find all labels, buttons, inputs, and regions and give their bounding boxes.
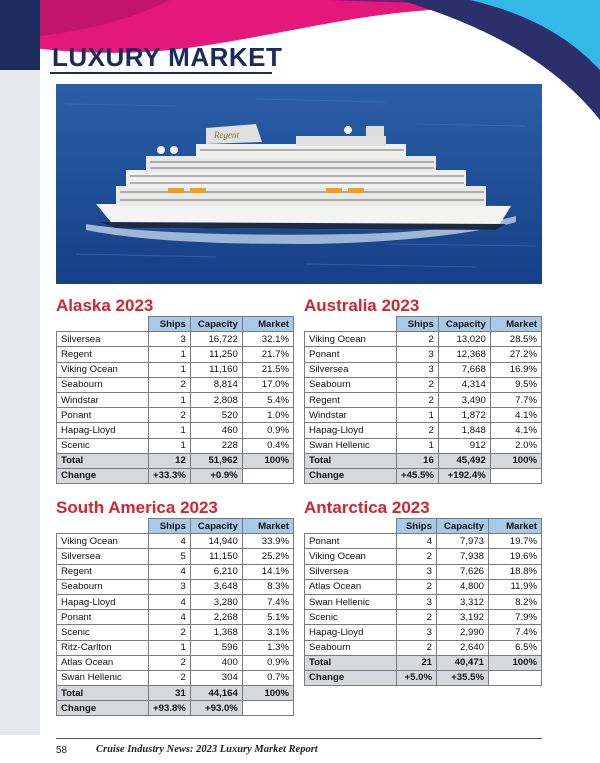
table-row: Swan Hellenic 3 3,312 8.2% xyxy=(305,594,542,609)
col-market-header: Market xyxy=(489,519,542,534)
col-ships-header: Ships xyxy=(149,519,191,534)
col-ships-header: Ships xyxy=(397,519,437,534)
table-row: Silversea 3 7,626 18.8% xyxy=(305,564,542,579)
cruise-ship-photo xyxy=(56,84,542,284)
table-row: Ponant 2 520 1.0% xyxy=(57,408,294,423)
change-row: Change +33.3% +0.9% xyxy=(57,468,294,483)
table-row: Hapag-Lloyd 2 1,848 4.1% xyxy=(305,423,542,438)
col-ships-header: Ships xyxy=(149,317,191,332)
table-row: Scenic 2 1,368 3.1% xyxy=(57,625,294,640)
title-underline xyxy=(50,72,272,74)
change-row: Change +93.8% +93.0% xyxy=(57,701,294,716)
table-row: Viking Ocean 1 11,160 21.5% xyxy=(57,362,294,377)
table-row: Viking Ocean 4 14,940 33.9% xyxy=(57,534,294,549)
table-row: Seabourn 2 2,640 6.5% xyxy=(305,640,542,655)
change-row: Change +5.0% +35.5% xyxy=(305,670,542,685)
table-row: Regent 2 3,490 7.7% xyxy=(305,392,542,407)
table-row: Ponant 4 7,973 19.7% xyxy=(305,534,542,549)
table-row: Ritz-Carlton 1 596 1.3% xyxy=(57,640,294,655)
antarctica-title: Antarctica 2023 xyxy=(304,498,430,517)
table-row: Viking Ocean 2 13,020 28.5% xyxy=(305,332,542,347)
col-market-header: Market xyxy=(242,317,293,332)
left-margin-band xyxy=(0,70,40,735)
table-row: Atlas Ocean 2 400 0.9% xyxy=(57,655,294,670)
table-row: Windstar 1 2,808 5.4% xyxy=(57,392,294,407)
total-row: Total 21 40,471 100% xyxy=(305,655,542,670)
table-row: Silversea 3 16,722 32.1% xyxy=(57,332,294,347)
table-row: Seabourn 2 4,314 9.5% xyxy=(305,377,542,392)
table-row: Seabourn 2 8,814 17.0% xyxy=(57,377,294,392)
table-row: Hapag-Lloyd 1 460 0.9% xyxy=(57,423,294,438)
table-row: Scenic 1 228 0.4% xyxy=(57,438,294,453)
col-market-header: Market xyxy=(242,519,293,534)
page-number: 58 xyxy=(56,745,68,756)
table-row: Ponant 4 2,268 5.1% xyxy=(57,610,294,625)
table-row: Scenic 2 3,192 7.9% xyxy=(305,610,542,625)
total-row: Total 12 51,962 100% xyxy=(57,453,294,468)
table-row: Seabourn 3 3,648 8.3% xyxy=(57,579,294,594)
table-row: Hapag-Lloyd 3 2,990 7.4% xyxy=(305,625,542,640)
australia-table xyxy=(304,316,542,484)
table-row: Regent 1 11,250 21.7% xyxy=(57,347,294,362)
table-row: Windstar 1 1,872 4.1% xyxy=(305,408,542,423)
col-capacity-header: Capacity xyxy=(190,317,242,332)
table-row: Swan Hellenic 1 912 2.0% xyxy=(305,438,542,453)
col-capacity-header: Capacity xyxy=(438,317,490,332)
table-row: Regent 4 6,210 14.1% xyxy=(57,564,294,579)
publication-title: Cruise Industry News: 2023 Luxury Market Report xyxy=(96,744,318,755)
ship-name-text: Regent xyxy=(214,130,239,140)
total-row: Total 16 45,492 100% xyxy=(305,453,542,468)
total-row: Total 31 44,164 100% xyxy=(57,686,294,701)
table-row: Atlas Ocean 2 4,800 11.9% xyxy=(305,579,542,594)
australia-title: Australia 2023 xyxy=(304,296,420,315)
col-capacity-header: Capacity xyxy=(190,519,242,534)
footer-rule xyxy=(56,738,542,739)
south-america-table xyxy=(56,518,294,716)
col-market-header: Market xyxy=(490,317,541,332)
alaska-table xyxy=(56,316,294,484)
change-row: Change +45.5% +192.4% xyxy=(305,468,542,483)
table-row: Swan Hellenic 2 304 0.7% xyxy=(57,670,294,685)
antarctica-table xyxy=(304,518,542,686)
col-ships-header: Ships xyxy=(397,317,439,332)
south-america-title: South America 2023 xyxy=(56,498,218,517)
table-row: Ponant 3 12,368 27.2% xyxy=(305,347,542,362)
table-row: Silversea 3 7,668 16.9% xyxy=(305,362,542,377)
table-row: Hapag-Lloyd 4 3,280 7.4% xyxy=(57,594,294,609)
section-title: LUXURY MARKET xyxy=(52,42,283,72)
alaska-title: Alaska 2023 xyxy=(56,296,154,315)
table-row: Silversea 5 11,150 25.2% xyxy=(57,549,294,564)
table-row: Viking Ocean 2 7,938 19.6% xyxy=(305,549,542,564)
col-capacity-header: Capacity xyxy=(437,519,489,534)
